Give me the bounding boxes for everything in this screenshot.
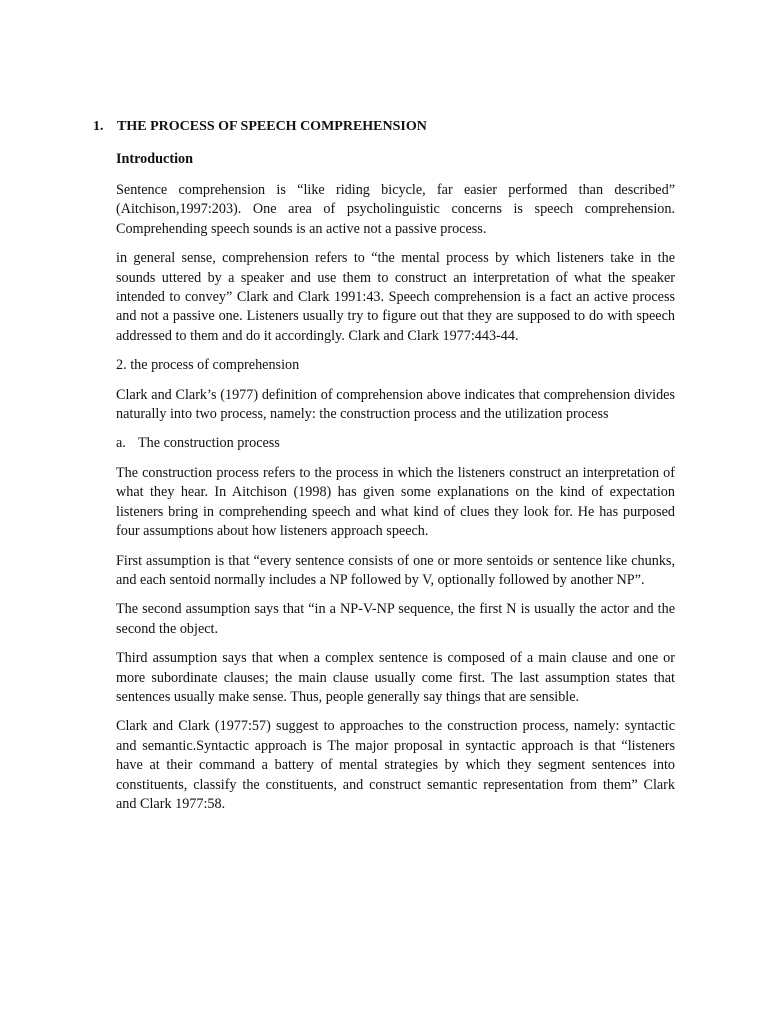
paragraph-4: Clark and Clark’s (1977) definition of comprehension above indicates that comprehension divides naturally into two process, namely: the construction process and the utilization process: [116, 386, 675, 423]
paragraph-7: First assumption is that “every sentence consists of one or more sentoids or sentence like chunks, and each sentoid normally includes a NP followed by V, optionally followed by another NP”.: [116, 552, 675, 588]
paragraph-1: Sentence comprehension is “like riding bicycle, far easier performed than described” (Aitchison,1997:203). One area of psycholinguistic concerns is speech comprehension. Comprehending speech sounds is an active not a passive process.: [116, 182, 675, 237]
paragraph-process-heading: 2. the process of comprehension: [116, 357, 300, 374]
list-item-text: The construction process: [138, 435, 280, 452]
paragraph-6: The construction process refers to the process in which the listeners construct an interpretation of what they hear. In Aitchison (1998) has given some explanations on the kind of expectation listeners bring in comprehending speech and what kind of clues they look for. He has purposed four assumptions about how listeners approach speech.: [116, 464, 675, 540]
list-item-construction-process: [116, 434, 675, 453]
list-label: a.: [116, 435, 126, 452]
section-title: THE PROCESS OF SPEECH COMPREHENSION: [117, 119, 427, 134]
document-body: [116, 150, 675, 824]
subheading-introduction: Introduction: [116, 151, 193, 167]
paragraph-2: in general sense, comprehension refers to “the mental process by which listeners take in the sounds uttered by a speaker and use them to construct an interpretation of what the speaker intended to convey” Clark and Clark 1991:43. Speech comprehension is a fact an active process and not a passive one. Listeners usually try to figure out that they are supposed to do with speech addressed to them and do it accordingly. Clark and Clark 1977:443-44.: [116, 250, 675, 344]
paragraph-10: Clark and Clark (1977:57) suggest to approaches to the construction process, namely: syntactic and semantic.Syntactic approach is The major proposal in syntactic approach is that “listeners have at their command a battery of mental strategies by which they segment sentences into constituents, classify the constituents, and construct semantic representation from them” Clark and Clark 1977:58.: [116, 718, 675, 812]
section-number: 1.: [93, 119, 104, 134]
section-heading: [93, 119, 427, 135]
paragraph-9: Third assumption says that when a complex sentence is composed of a main clause and one or more subordinate clauses; the main clause usually come first. The last assumption states that sentences usually make sense. Thus, people generally say things that are sensible.: [116, 650, 675, 705]
paragraph-8: The second assumption says that “in a NP-V-NP sequence, the first N is usually the actor and the second the object.: [116, 601, 675, 637]
